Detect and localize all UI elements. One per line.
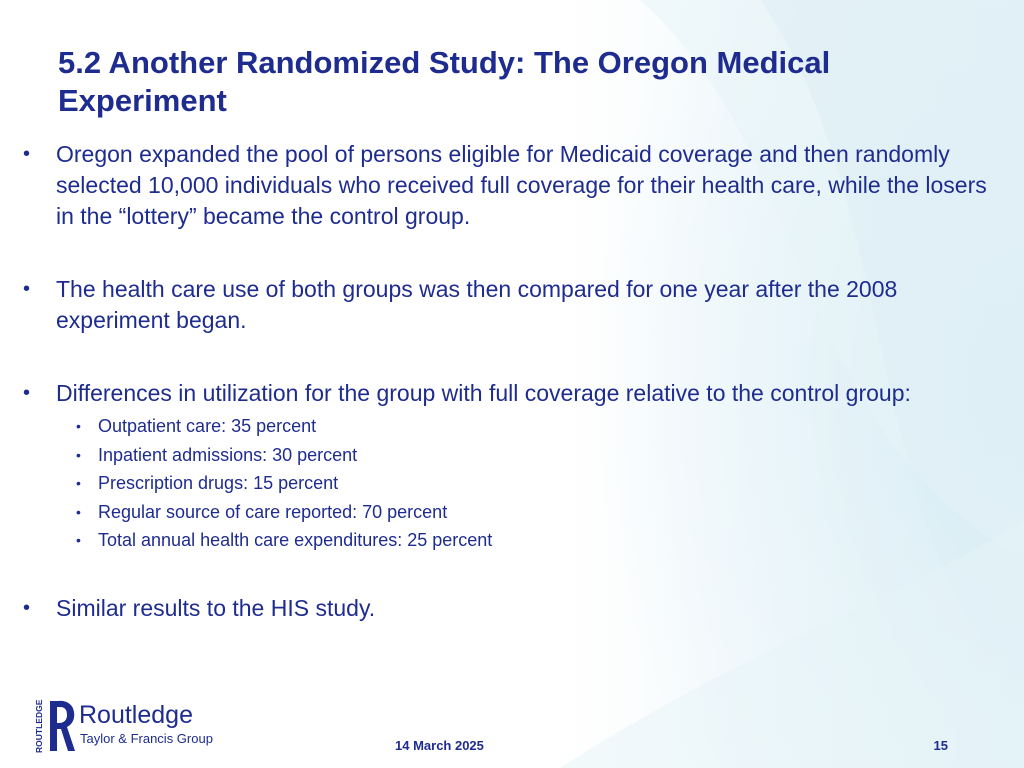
bullet-item	[0, 378, 1010, 555]
slide-title: 5.2 Another Randomized Study: The Oregon Medical Experiment	[58, 45, 831, 118]
sub-bullet-item: • Prescription drugs: 15 percent	[56, 469, 1010, 498]
page-number: 15	[933, 738, 948, 753]
footer-date: 14 March 2025	[395, 738, 484, 753]
sub-bullet-item: • Inpatient admissions: 30 percent	[56, 441, 1010, 470]
bullet-item	[0, 593, 1010, 624]
bullet-list	[0, 139, 1010, 666]
bullet-item	[0, 274, 1010, 336]
routledge-logo	[34, 697, 224, 755]
routledge-r-icon	[46, 697, 76, 755]
sub-bullet-item: • Outpatient care: 35 percent	[56, 412, 1010, 441]
sub-bullet-item: • Regular source of care reported: 70 percent	[56, 498, 1010, 527]
bullet-item	[0, 139, 1010, 232]
logo-vertical-text: ROUTLEDGE	[34, 699, 44, 753]
bullet-text: Differences in utilization for the group with full coverage relative to the control group:	[56, 380, 911, 406]
bullet-text: Oregon expanded the pool of persons eligible for Medicaid coverage and then randomly selected 10,000 individuals who received full coverage for their health care, while the losers in the “lottery” became the control group.	[56, 141, 987, 229]
bullet-text: Similar results to the HIS study.	[56, 594, 376, 621]
sub-bullet-item: • Total annual health care expenditures: 25 percent	[56, 526, 1010, 555]
logo-name: Routledge	[79, 701, 193, 729]
bullet-text: The health care use of both groups was then compared for one year after the 2008 experiment began.	[56, 276, 898, 333]
sub-bullet-list	[56, 412, 1010, 555]
logo-subtitle: Taylor & Francis Group	[80, 731, 213, 746]
